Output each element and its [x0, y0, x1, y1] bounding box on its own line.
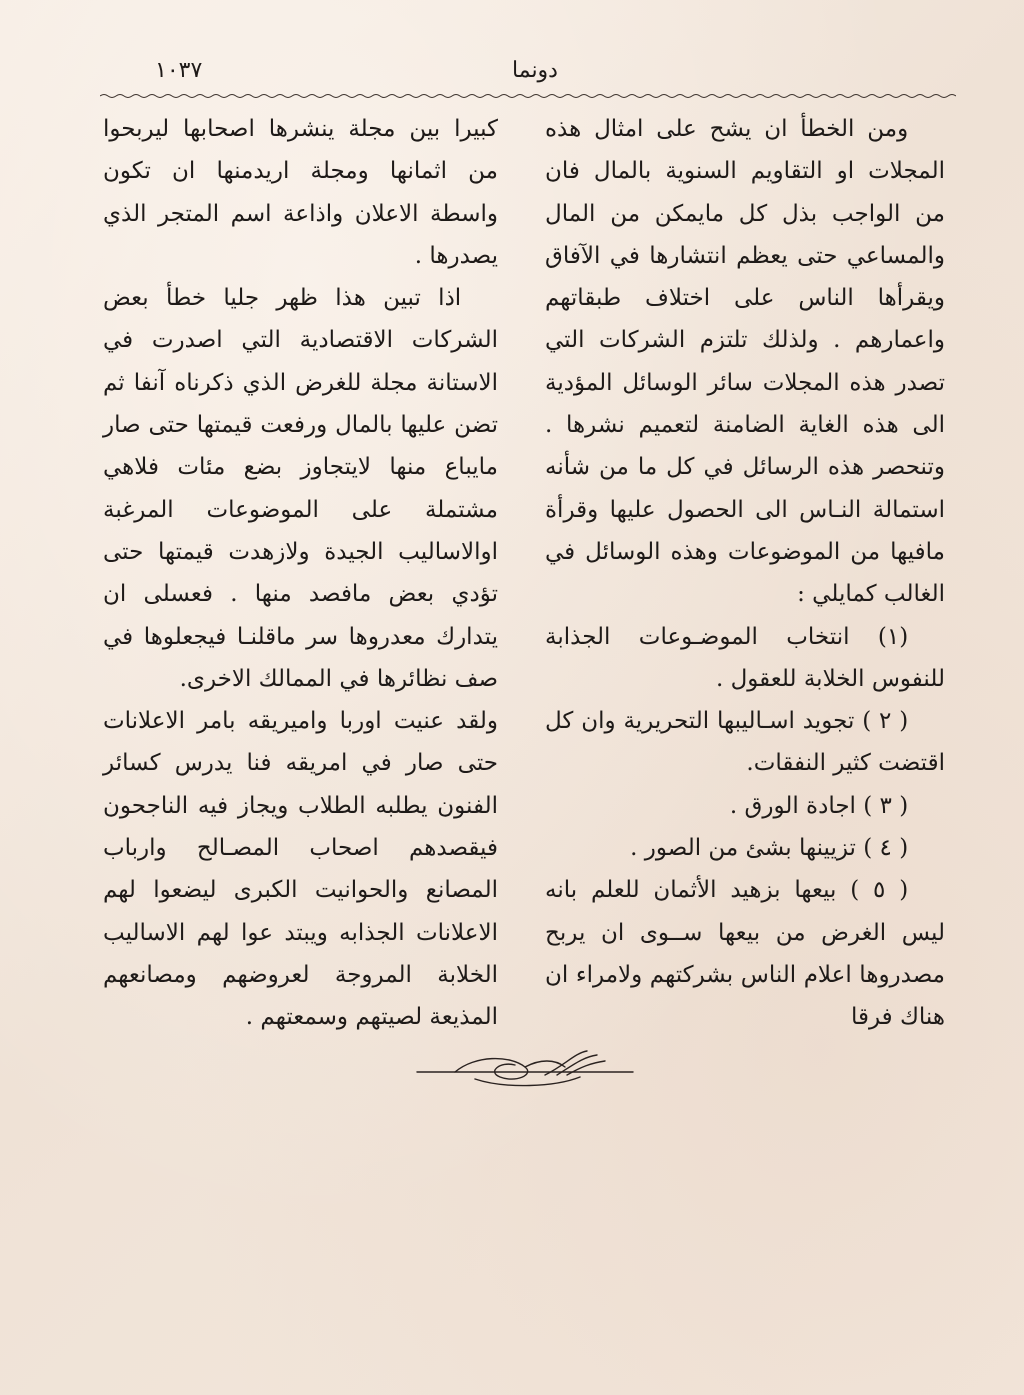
page-number: ١٠٣٧ [155, 58, 203, 83]
list-item: ( ٥ ) بيعها بزهيد الأثمان للعلم بانه ليس الغرض من بيعها ســوى ان يربح مصدروها اعلام الناس بشركتهم ولامراء ان هناك فرقا [545, 877, 945, 1031]
list-item: ( ٢ ) تجويد اسـاليبها التحريرية وان كل اقتضت كثير النفقات. [545, 708, 945, 777]
paragraph: ومن الخطأ ان يشح على امثال هذه المجلات او التقاويم السنوية بالمال فان من الواجب بذل كل مايمكن من المال والمساعي حتى يعظم انتشارها في الآفاق ويقرأها الناس على اختلاف طبقاتهم واعمارهم . ولذلك تلتزم الشركات التي تصدر هذه المجلات سائر الوسائل المؤدية الى هذه الغاية الضامنة لتعميم نشرها . وتنحصر هذه الرسائل في كل ما من شأنه استمالة النـاس الى الحصول عليها وقرأة مافيها من الموضوعات وهذه الوسائل في الغالب كمايلي : [545, 116, 945, 608]
running-title: دونما [512, 58, 558, 83]
text-column-right [545, 108, 945, 1039]
text-column-left [103, 108, 498, 1039]
calligraphic-flourish-icon [415, 1045, 635, 1095]
paragraph: ولقد عنيت اوربا واميريقه بامر الاعلانات حتى صار في امريقه فنا يدرس كسائر الفنون يطلبه الطلاب ويجاز فيه الناجحون فيقصدهم اصحاب المصـالح وارباب المصانع والحوانيت الكبرى ليضعوا لهم الاعلانات الجذابه ويبتد عوا لهم الاساليب الخلابة المروجة لعروضهم ومصانعهم المذيعة لصيتهم وسمعتهم . [103, 708, 498, 1031]
list-item: ( ٣ ) اجادة الورق . [729, 792, 909, 819]
list-item: (١) انتخاب الموضـوعات الجذابة للنفوس الخلابة للعقول . [545, 623, 945, 692]
list-item: ( ٤ ) تزيينها بشئ من الصور . [630, 835, 909, 862]
paragraph: اذا تبين هذا ظهر جليا خطأ بعض الشركات الاقتصادية التي اصدرت في الاستانة مجلة للغرض الذي ذكرناه آنفا ثم تضن عليها بالمال ورفعت قيمتها حتى صار مايباع منها لايتجاوز بضع مئات فلاهي مشتملة على الموضوعات المرغبة اوالاساليب الجيدة ولازهدت قيمتها حتى تؤدي بعض مافصد منها . فعسلى ان يتدارك معدروها سر ماقلنـا فيجعلوها في صف نظائرها في الممالك الاخرى. [103, 285, 498, 692]
paragraph: كبيرا بين مجلة ينشرها اصحابها ليربحوا من اثمانها ومجلة اريدمنها ان تكون واسطة الاعلان واذاعة اسم المتجر الذي يصدرها . [103, 116, 498, 269]
wavy-rule-icon [100, 92, 956, 100]
page-header [100, 58, 956, 92]
